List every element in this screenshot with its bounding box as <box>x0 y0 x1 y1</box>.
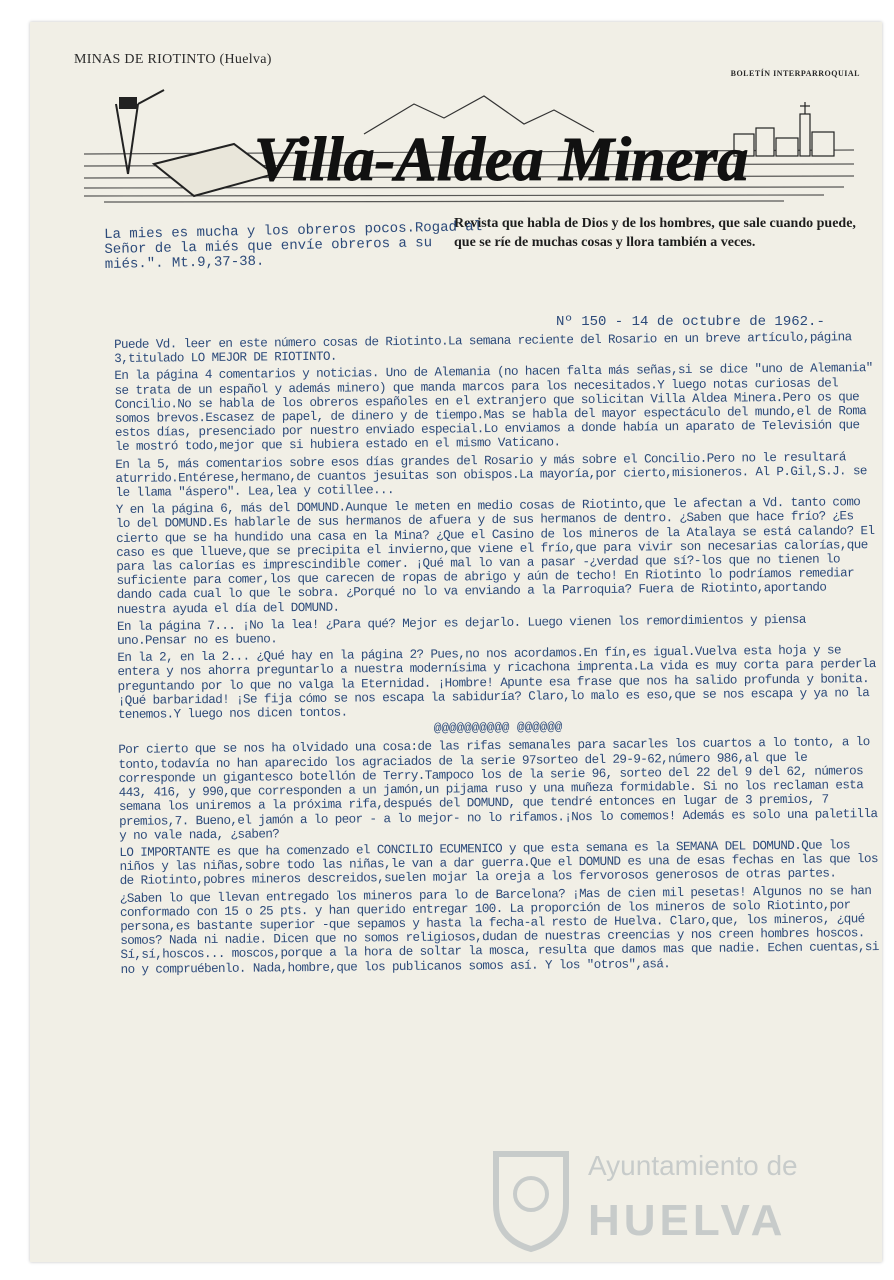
watermark-line2: HUELVA <box>588 1196 787 1245</box>
document-page <box>30 22 886 1262</box>
city-seal-icon <box>486 1144 576 1254</box>
paragraph: En la página 4 comentarios y noticias. Uno de Alemania (no hacen falta más señas,si se dice "uno de Alemania" se trata de un español y además minero) que manda marcos para los necesitados.Y luego notas curiosas del Concilio.No se habla de los obreros españoles en el extranjero que solicitan Villa Aldea Minera.Pero os que somos brevos.Escasez de papel, de dinero y de tiempo.Mas se habla del mayor espectáculo del mundo,el de Roma estos días, presenciado por nuestro enviado especial.Lo enviamos a donde había un aparato de Televisión que le mostró todo,mejor que si hubiera estado en el mismo Vaticano. <box>114 361 880 455</box>
issue-dateline: Nº 150 - 14 de octubre de 1962.- <box>556 314 825 330</box>
paragraph: ¿Saben lo que llevan entregado los mineros para lo de Barcelona? ¡Mas de cien mil pesetas! Algunos no se han conformado con 15 o 25 pts. y han querido entregar 100. La proporción de los mineros de solo Riotinto,por persona,es bastante superior -que sepamos y hasta la fecha-al resto de Huelva. Claro,que, los mineros, ¿qué somos? Nada ni nadie. Dicen que no somos religiosos,dudan de nuestras creencias y nos creen hombres hoscos. Sí,sí,hoscos... moscos,porque a la hora de soltar la mosca, resulta que damos mas que nadie. Echen cuentas,si no y compruébenlo. Nada,hombre,que los publicanos somos así. Y los "otros",asá. <box>119 883 886 977</box>
article-body <box>114 330 886 980</box>
paragraph: Por cierto que se nos ha olvidado una cosa:de las rifas semanales para sacarles los cuartos a lo tonto, a lo tonto,todavía no han aparecido los agraciados de la serie 97sorteo del 29-9-62,número 986,al que le corresponde un gigantesco botellón de Terry.Tampoco los de la serie 96, sorteo del 22 del 9 del 62, números 443, 416, y 990,que corresponden a un jamón,un pijama ruso y una muñeza formidable. Si no los reclaman esta semana los uniremos a la próxima rifa,después del DOMUND, que tendré entonces en lugar de 3 premios, 7 premios,7. Bueno,el jamón a lo peor - a lo mejor- no lo rifamos.¡Nos lo comemos! Además es solo una paletilla y no vale nada, ¿saben? <box>118 735 885 843</box>
masthead-subtitle: Revista que habla de Dios y de los hombres, que sale cuando puede, que se ríe de muchas cosas y llora también a veces. <box>454 216 856 250</box>
scripture-quote: La mies es mucha y los obreros pocos.Rogad al Señor de la miés que envíe obreros a su miés.". Mt.9,37-38. <box>103 219 483 273</box>
archive-watermark <box>486 1144 846 1264</box>
paragraph: Y en la página 6, más del DOMUND.Aunque le meten en medio cosas de Riotinto,que le afectan a Vd. tanto como lo del DOMUND.Es hablarle de sus hermanos de afuera y de sus hermanos de dentro. ¿Saben que hace frío? ¿Es cierto que se ha hundido una casa en la Mina? ¿Que el Casino de los mineros de la Atalaya se está calando? El caso es que llueve,que se precipita el invierno,que viene el frío,que para vivir son necesarias calorías,que para las calorías es imprescindible comer. ¡Qué mal lo van a pasar -¿verdad que sí?-los que no tienen lo suficiente para comer,los que carecen de ropas de abrigo y aún de techo! En Riotinto lo podríamos remediar dando cada cual lo que le sobra. ¿Porqué no lo va enviando a la Parroquia? Fuera de Riotinto,aportando nuestra ayuda el día del DOMUND. <box>115 495 882 617</box>
masthead-illustration <box>84 84 854 234</box>
paragraph: En la 2, en la 2... ¿Qué hay en la página 2? Pues,no nos acordamos.En fín,es igual.Vuelva esta hoja y se entera y nos ahorra preguntarlo a nuestra modernísima y ricachona imprenta.La vida es muy corta para perderla preguntando por lo que no valga la Eternidad. ¡Hombre! Apunte esa frase que nos ha salido profunda y bonita. ¡Qué barbaridad! ¡Se fija cómo se nos escapa la sabiduría? Claro,lo malo es eso,que se nos escapa y ya no la tenemos.Y luego nos dicen tontos. <box>117 643 883 723</box>
paragraph: En la 5, más comentarios sobre esos días grandes del Rosario y más sobre el Concilio.Pero no le resultará aturrido.Entérese,hermano,de cuantos jesuitas son obispos.La mayoría,por cierto,misioneros. Al P.Gil,S.J. se le llama "áspero". Lea,lea y cotillee... <box>115 449 874 501</box>
paragraph: LO IMPORTANTE es que ha comenzado el CONCILIO ECUMENICO y que esta semana es la SEMANA DEL DOMUND.Que los niños y las niñas,sobre todo las niñas,le van a dar guerra.Que el DOMUND es una de esas fechas en las que los de Riotinto,pobres mineros descreidos,suelen mojar la oreja a los fervorosos generosos de otras partes. <box>119 838 885 889</box>
header-location: MINAS DE RIOTINTO (Huelva) <box>74 52 272 67</box>
masthead-title: Villa-Aldea Minera <box>254 126 749 194</box>
paragraph: En la página 7... ¡No la lea! ¿Para qué? Mejor es dejarlo. Luego vienen los remordimientos y piensa uno.Pensar no es bueno. <box>116 612 813 649</box>
watermark-line1: Ayuntamiento de <box>588 1150 798 1181</box>
paragraph: Puede Vd. leer en este número cosas de Riotinto.La semana reciente del Rosario en un breve artículo,página 3,titulado LO MEJOR DE RIOTINTO. <box>114 330 859 367</box>
header-bulletin-label: BOLETÍN INTERPARROQUIAL <box>730 69 860 78</box>
masthead <box>84 84 854 234</box>
separator: @@@@@@@@@@ @@@@@@ <box>433 720 563 736</box>
